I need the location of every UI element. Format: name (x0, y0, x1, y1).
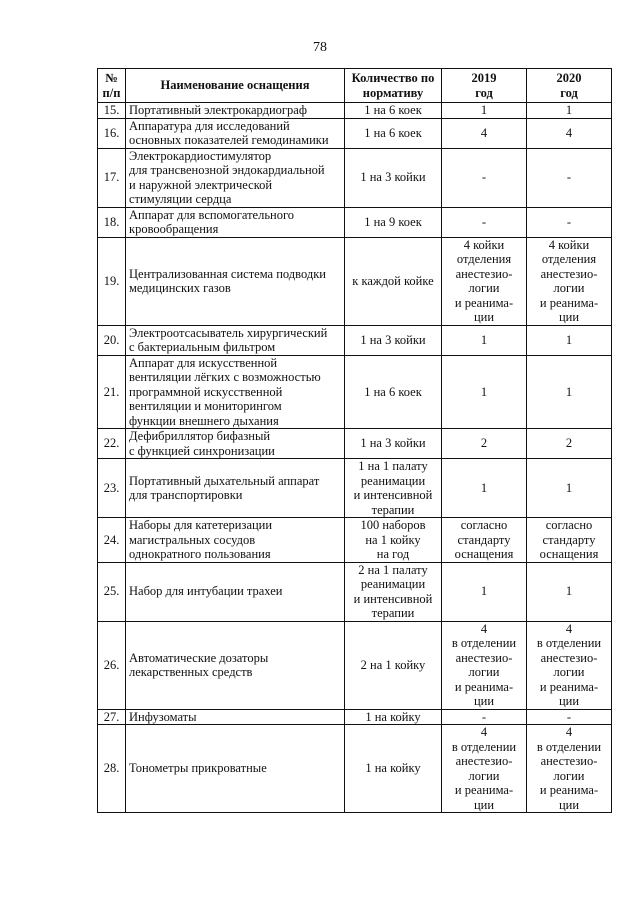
row-number: 27. (98, 709, 126, 725)
row-number: 23. (98, 459, 126, 518)
value-2019: 4 (442, 118, 527, 148)
value-2019: 1 (442, 459, 527, 518)
value-2020: 1 (527, 355, 612, 429)
table-row (98, 725, 612, 813)
value-2019: 4 в отделении анестезио- логии и реанима- ции (442, 621, 527, 709)
norm-quantity: 1 на 3 койки (345, 148, 442, 207)
norm-quantity: 2 на 1 койку (345, 621, 442, 709)
norm-quantity: 1 на 6 коек (345, 103, 442, 119)
equipment-name: Автоматические дозаторы лекарственных средств (126, 621, 345, 709)
value-2020: 4 в отделении анестезио- логии и реанима- ции (527, 621, 612, 709)
equipment-name: Централизованная система подводки медицинских газов (126, 237, 345, 325)
value-2019: - (442, 148, 527, 207)
equipment-name: Аппарат для вспомогательного кровообращения (126, 207, 345, 237)
value-2020: 1 (527, 103, 612, 119)
row-number: 17. (98, 148, 126, 207)
table-row (98, 207, 612, 237)
row-number: 24. (98, 518, 126, 563)
norm-quantity: 1 на 9 коек (345, 207, 442, 237)
value-2019: 1 (442, 103, 527, 119)
value-2019: 1 (442, 325, 527, 355)
value-2019: 1 (442, 562, 527, 621)
equipment-name: Дефибриллятор бифазный с функцией синхронизации (126, 429, 345, 459)
equipment-name: Набор для интубации трахеи (126, 562, 345, 621)
equipment-name: Портативный электрокардиограф (126, 103, 345, 119)
table-row (98, 325, 612, 355)
norm-quantity: 1 на 1 палату реанимации и интенсивной терапии (345, 459, 442, 518)
table-header-row (98, 69, 612, 103)
value-2019: 1 (442, 355, 527, 429)
value-2020: 1 (527, 325, 612, 355)
row-number: 16. (98, 118, 126, 148)
equipment-name: Портативный дыхательный аппарат для транспортировки (126, 459, 345, 518)
equipment-name: Тонометры прикроватные (126, 725, 345, 813)
row-number: 19. (98, 237, 126, 325)
norm-quantity: 1 на 3 койки (345, 325, 442, 355)
value-2020: 1 (527, 562, 612, 621)
norm-quantity: 2 на 1 палату реанимации и интенсивной терапии (345, 562, 442, 621)
norm-quantity: 1 на 6 коек (345, 118, 442, 148)
table-row (98, 621, 612, 709)
equipment-name: Инфузоматы (126, 709, 345, 725)
equipment-name: Аппаратура для исследований основных показателей гемодинамики (126, 118, 345, 148)
equipment-table (97, 68, 612, 813)
value-2019: - (442, 709, 527, 725)
header-name: Наименование оснащения (126, 69, 345, 103)
norm-quantity: 1 на 6 коек (345, 355, 442, 429)
value-2019: 2 (442, 429, 527, 459)
value-2020: согласно стандарту оснащения (527, 518, 612, 563)
table-row (98, 103, 612, 119)
norm-quantity: 100 наборов на 1 койку на год (345, 518, 442, 563)
table-row (98, 355, 612, 429)
value-2020: 4 в отделении анестезио- логии и реанима- ции (527, 725, 612, 813)
header-2020: 2020 год (527, 69, 612, 103)
row-number: 21. (98, 355, 126, 429)
table-row (98, 429, 612, 459)
table-row (98, 237, 612, 325)
row-number: 15. (98, 103, 126, 119)
value-2020: - (527, 207, 612, 237)
norm-quantity: 1 на койку (345, 725, 442, 813)
header-2019: 2019 год (442, 69, 527, 103)
table-row (98, 148, 612, 207)
row-number: 28. (98, 725, 126, 813)
value-2020: 4 (527, 118, 612, 148)
value-2019: согласно стандарту оснащения (442, 518, 527, 563)
table-row (98, 118, 612, 148)
value-2020: 4 койки отделения анестезио- логии и реанима- ции (527, 237, 612, 325)
header-num: № п/п (98, 69, 126, 103)
value-2020: - (527, 148, 612, 207)
value-2020: - (527, 709, 612, 725)
table-row (98, 562, 612, 621)
value-2020: 2 (527, 429, 612, 459)
norm-quantity: к каждой койке (345, 237, 442, 325)
row-number: 20. (98, 325, 126, 355)
row-number: 26. (98, 621, 126, 709)
row-number: 25. (98, 562, 126, 621)
equipment-name: Наборы для катетеризации магистральных сосудов однократного пользования (126, 518, 345, 563)
header-norm: Количество по нормативу (345, 69, 442, 103)
page-number: 78 (313, 40, 327, 55)
equipment-name: Электроотсасыватель хирургический с бактериальным фильтром (126, 325, 345, 355)
row-number: 18. (98, 207, 126, 237)
equipment-name: Аппарат для искусственной вентиляции лёгких с возможностью программной искусственной вентиляции и мониторингом функции внешнего дыхания (126, 355, 345, 429)
value-2019: - (442, 207, 527, 237)
value-2019: 4 в отделении анестезио- логии и реанима- ции (442, 725, 527, 813)
table-row (98, 709, 612, 725)
table-row (98, 459, 612, 518)
equipment-name: Электрокардиостимулятор для трансвенозной эндокардиальной и наружной электрической стимуляции сердца (126, 148, 345, 207)
value-2020: 1 (527, 459, 612, 518)
row-number: 22. (98, 429, 126, 459)
norm-quantity: 1 на 3 койки (345, 429, 442, 459)
value-2019: 4 койки отделения анестезио- логии и реанима- ции (442, 237, 527, 325)
norm-quantity: 1 на койку (345, 709, 442, 725)
table-row (98, 518, 612, 563)
